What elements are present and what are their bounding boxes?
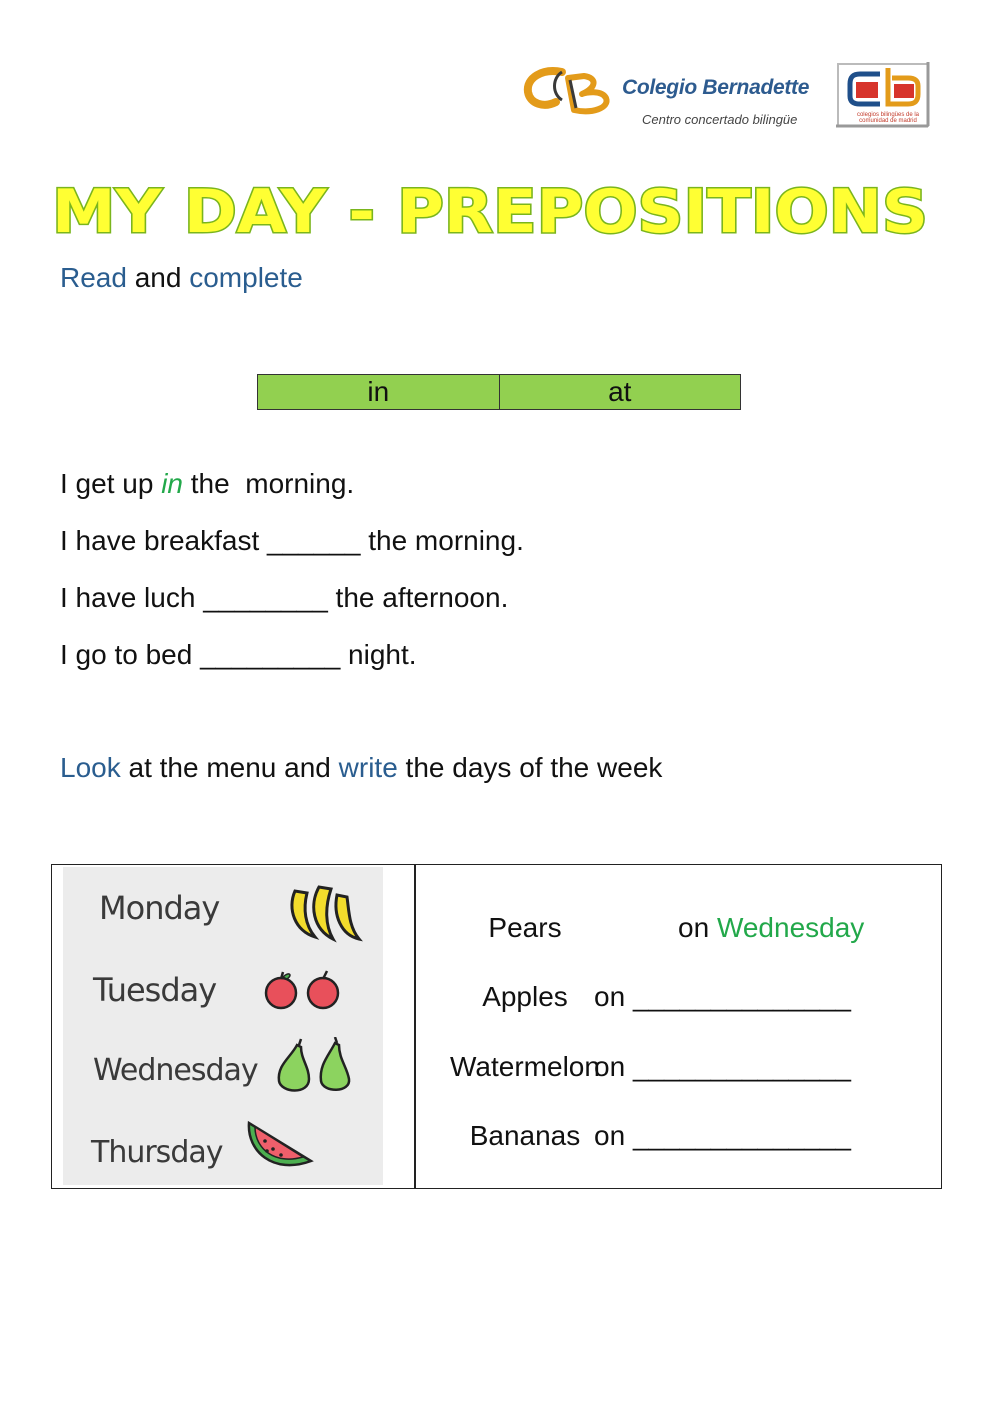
answer-bananas-on: on xyxy=(594,1120,633,1151)
word-bank xyxy=(257,374,741,410)
heading-verb-look: Look xyxy=(60,752,121,783)
bananas-icon xyxy=(285,879,363,949)
watermelon-icon xyxy=(243,1117,317,1177)
answer-apples-on: on xyxy=(594,981,633,1012)
fruit-bananas: Bananas xyxy=(469,1120,581,1151)
heading-connector: and xyxy=(126,262,190,293)
apples-icon xyxy=(261,969,347,1011)
fruit-watermelon: Watermelon xyxy=(450,1051,600,1082)
heading-verb-write: write xyxy=(338,752,398,783)
look-and-write-heading xyxy=(60,752,662,784)
answer-pears-on: on xyxy=(678,912,717,943)
answer-apples-blank[interactable]: ______________ xyxy=(632,981,851,1012)
sentence-3[interactable]: I have luch ________ the afternoon. xyxy=(60,582,509,613)
sentence-1-after: the morning. xyxy=(182,468,355,499)
answer-apples[interactable] xyxy=(594,981,851,1013)
answer-watermelon-blank[interactable]: ______________ xyxy=(632,1051,851,1082)
heading-verb-complete: complete xyxy=(189,262,303,293)
answer-pears-day: Wednesday xyxy=(716,912,865,943)
heading-middle: at the menu and xyxy=(120,752,339,783)
cb-emblem-icon xyxy=(522,64,618,124)
sentence-1 xyxy=(60,468,354,500)
answer-bananas[interactable] xyxy=(594,1120,851,1152)
sentence-1-before: I get up xyxy=(60,468,162,499)
answer-pears xyxy=(678,912,864,944)
read-and-complete-heading xyxy=(60,262,303,294)
sentence-1-answer: in xyxy=(161,468,183,499)
bilingual-schools-logo xyxy=(836,62,932,128)
heading-end: the days of the week xyxy=(397,752,663,783)
menu-day-wednesday: Wednesday xyxy=(93,1053,258,1088)
fruit-pears: Pears xyxy=(488,912,562,943)
word-bank-at: at xyxy=(499,375,741,409)
pears-icon xyxy=(273,1037,357,1097)
menu-photo xyxy=(63,867,383,1185)
menu-day-tuesday: Tuesday xyxy=(93,971,217,1009)
sentence-2[interactable]: I have breakfast ______ the morning. xyxy=(60,525,524,556)
answer-watermelon-on: on xyxy=(594,1051,633,1082)
sentence-4[interactable]: I go to bed _________ night. xyxy=(60,639,417,670)
word-bank-in: in xyxy=(367,376,390,407)
answer-watermelon[interactable] xyxy=(594,1051,851,1083)
school-name: Colegio Bernadette xyxy=(622,76,810,99)
menu-day-monday: Monday xyxy=(99,889,220,927)
title-text: MY DAY - PREPOSITIONS xyxy=(52,177,928,247)
menu-day-thursday: Thursday xyxy=(91,1135,223,1170)
answer-bananas-blank[interactable]: ______________ xyxy=(632,1120,851,1151)
bilingual-caption: colegios bilingües de la comunidad de madrid xyxy=(856,112,920,124)
heading-verb-read: Read xyxy=(60,262,127,293)
fruit-apples: Apples xyxy=(482,981,568,1012)
menu-column-divider xyxy=(414,865,416,1188)
worksheet-title xyxy=(50,170,950,250)
school-logo xyxy=(522,60,812,140)
school-subtitle: Centro concertado bilingüe xyxy=(642,112,798,127)
